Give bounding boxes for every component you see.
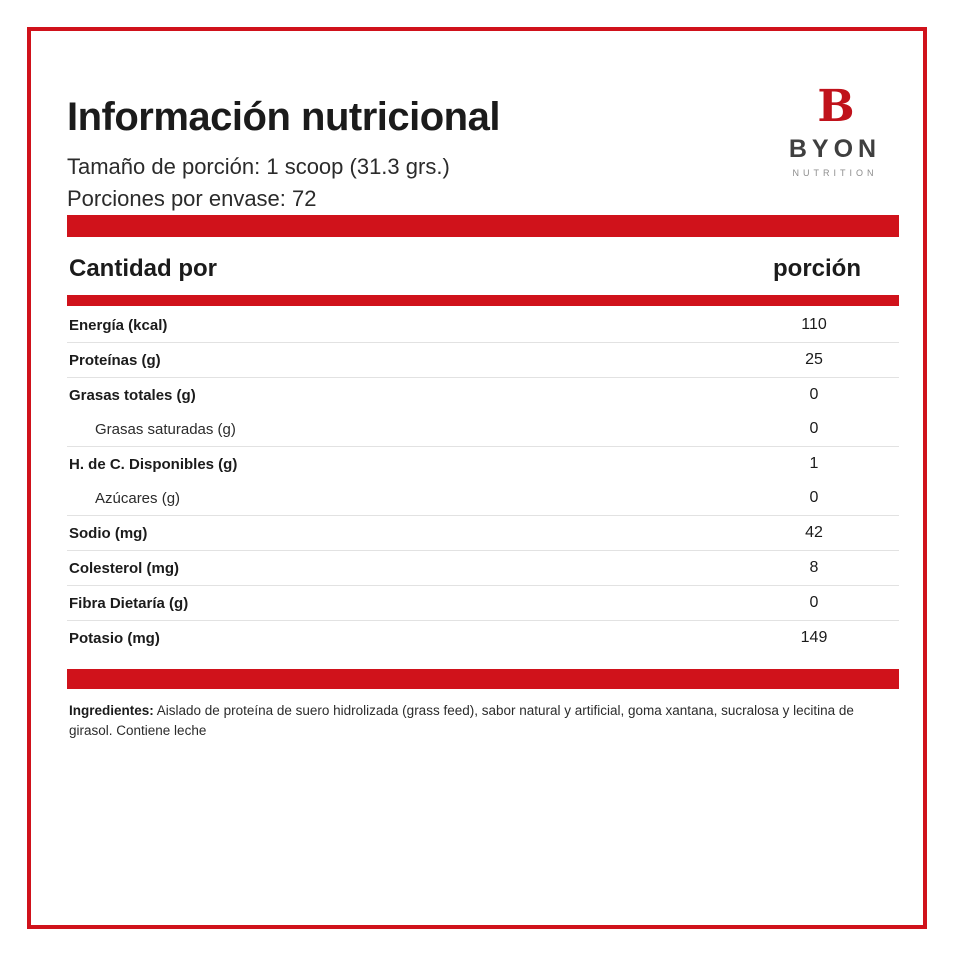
brand-tagline: NUTRITION	[792, 168, 878, 178]
table-row	[67, 586, 899, 621]
table-row	[67, 378, 899, 413]
nutrient-value: 0	[809, 386, 819, 403]
nutrient-name: H. de C. Disponibles (g)	[69, 455, 238, 473]
table-row	[67, 551, 899, 586]
nutrient-name: Azúcares (g)	[67, 481, 729, 516]
bottom-divider-bar	[67, 669, 899, 689]
nutrient-name: Grasas saturadas (g)	[67, 412, 729, 447]
serving-size-text: Tamaño de porción: 1 scoop (31.3 grs.)	[67, 154, 450, 179]
ingredients-label: Ingredientes:	[69, 703, 154, 718]
nutrient-value: 0	[729, 412, 899, 447]
nutrient-table	[67, 308, 899, 655]
table-row	[67, 343, 899, 378]
nutrient-name: Fibra Dietaría (g)	[67, 586, 729, 621]
table-row	[67, 412, 899, 447]
nutrient-name: Grasas totales (g)	[69, 386, 196, 404]
nutrient-name: Energía (kcal)	[67, 308, 729, 343]
brand-mark-icon: B	[817, 81, 853, 132]
nutrient-value: 110	[729, 308, 899, 343]
nutrient-value: 149	[800, 629, 828, 646]
nutrient-value: 0	[729, 481, 899, 516]
table-row	[67, 621, 899, 656]
nutrition-label-content	[67, 59, 899, 740]
nutrient-value: 1	[809, 455, 819, 472]
nutrient-name: Proteínas (g)	[67, 343, 729, 378]
header-underline-bar	[67, 295, 899, 306]
top-divider-bar	[67, 215, 899, 237]
table-row	[67, 308, 899, 343]
nutrient-value: 0	[729, 586, 899, 621]
servings-per-container-text: Porciones por envase: 72	[67, 185, 317, 211]
table-row	[67, 516, 899, 551]
ingredients-text: Aislado de proteína de suero hidrolizada (grass feed), sabor natural y artificial, goma xantana, sucralosa y lecitina de girasol. Contiene leche	[69, 703, 854, 738]
nutrient-value: 25	[729, 343, 899, 378]
table-row	[67, 481, 899, 516]
nutrient-name: Colesterol (mg)	[67, 551, 729, 586]
nutrition-label-panel	[27, 27, 927, 929]
amount-per-value-header: porción	[773, 255, 861, 282]
brand-logo	[775, 81, 895, 178]
page-title: Información nutricional	[67, 95, 500, 139]
brand-name: BYON	[788, 135, 882, 163]
table-row	[67, 447, 899, 482]
ingredients-section	[67, 701, 899, 740]
amount-per-label: Cantidad por	[69, 255, 217, 282]
nutrient-value: 8	[729, 551, 899, 586]
nutrient-value: 42	[729, 516, 899, 551]
label-header	[67, 59, 899, 209]
nutrient-name: Potasio (mg)	[69, 629, 160, 647]
amount-per-serving-header	[67, 237, 899, 295]
nutrient-name: Sodio (mg)	[67, 516, 729, 551]
